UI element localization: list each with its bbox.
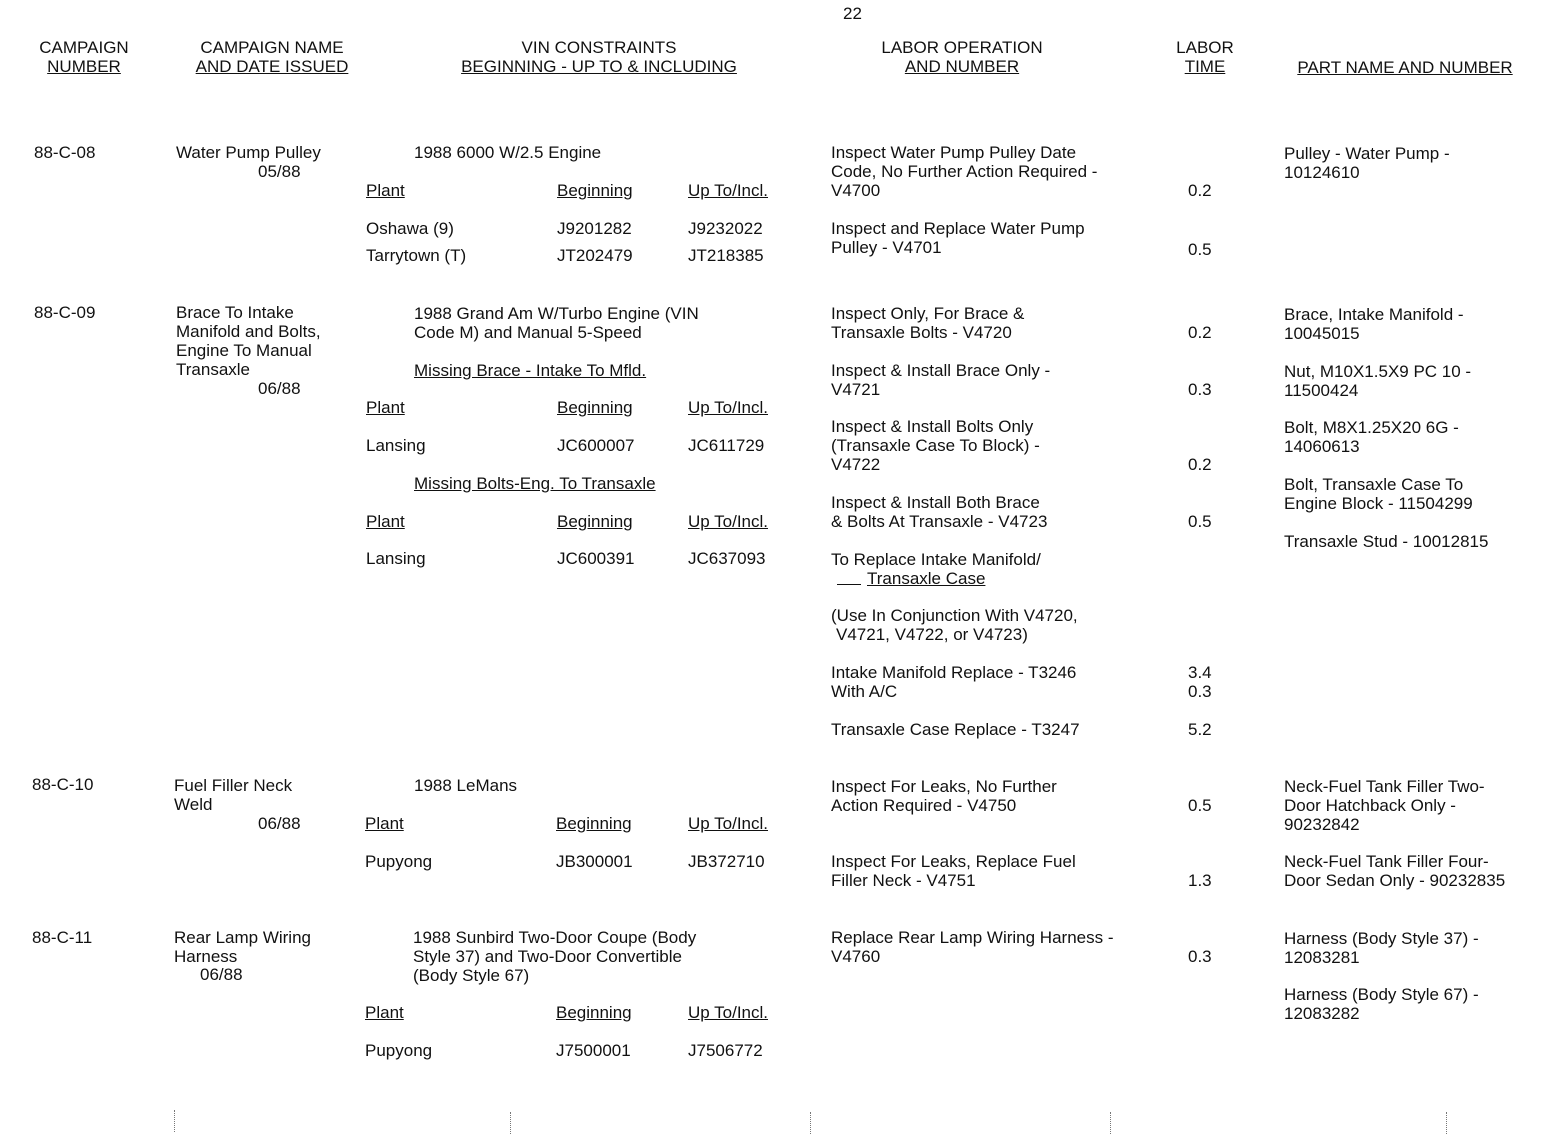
campaign-number: 88-C-11 xyxy=(32,928,93,947)
part-line: Brace, Intake Manifold - xyxy=(1284,305,1464,324)
part-entry xyxy=(1284,475,1473,513)
campaign-name-line: Fuel Filler Neck xyxy=(174,776,293,795)
plant-header: Plant xyxy=(366,512,405,531)
header-labor-operation-line1: LABOR OPERATION xyxy=(881,38,1043,57)
beginning-header: Beginning xyxy=(557,181,633,200)
plant-name: Lansing xyxy=(366,549,426,568)
campaign-date: 06/88 xyxy=(258,814,301,833)
part-entry: Transaxle Stud - 10012815 xyxy=(1284,532,1489,551)
labor-time: 0.3 xyxy=(1188,380,1212,399)
labor-time: 5.2 xyxy=(1188,720,1212,739)
vin-up-to: J7506772 xyxy=(688,1041,763,1060)
header-part-name: PART NAME AND NUMBER xyxy=(1297,58,1513,77)
labor-operation-line: Pulley - V4701 xyxy=(831,238,942,257)
part-line: 10045015 xyxy=(1284,324,1360,343)
vin-up-to: JC637093 xyxy=(688,549,766,568)
labor-operation-line: With A/C xyxy=(831,682,898,701)
beginning-header: Beginning xyxy=(557,512,633,531)
header-campaign-name-line1: CAMPAIGN NAME xyxy=(200,38,344,57)
part-line: Door Sedan Only - 90232835 xyxy=(1284,871,1506,890)
group-title: Missing Brace - Intake To Mfld. xyxy=(414,361,647,380)
vin-beginning: JT202479 xyxy=(557,246,633,265)
labor-operation-line: Inspect Water Pump Pulley Date xyxy=(831,143,1077,162)
labor-time: 0.2 xyxy=(1188,455,1212,474)
part-entry xyxy=(1284,305,1464,343)
labor-time: 0.2 xyxy=(1188,323,1212,342)
part-entry xyxy=(1284,852,1505,890)
labor-operation-line: Inspect & Install Bolts Only xyxy=(831,417,1034,436)
plant-header: Plant xyxy=(365,814,404,833)
scan-mark xyxy=(810,1112,815,1134)
part-entry xyxy=(1284,418,1459,456)
campaign-name-line: Harness xyxy=(174,947,238,966)
scan-mark xyxy=(1446,1112,1451,1134)
header-vin-constraints-line1: VIN CONSTRAINTS xyxy=(521,38,677,57)
labor-time-line: 3.4 xyxy=(1188,663,1212,682)
part-line: Bolt, Transaxle Case To xyxy=(1284,475,1464,494)
header-vin-constraints xyxy=(414,38,784,76)
labor-operation xyxy=(831,852,1076,890)
campaign-name-line: Transaxle xyxy=(176,360,251,379)
labor-operation-line: Action Required - V4750 xyxy=(831,796,1017,815)
vehicle-line: Code M) and Manual 5-Speed xyxy=(414,323,642,342)
up-to-header: Up To/Incl. xyxy=(688,181,769,200)
labor-operation-line: V4722 xyxy=(831,455,881,474)
plant-header: Plant xyxy=(365,1003,404,1022)
labor-operation-line: Inspect Only, For Brace & xyxy=(831,304,1025,323)
labor-operation xyxy=(831,493,1047,531)
scan-mark xyxy=(1110,1112,1115,1134)
labor-operation-line: V4700 xyxy=(831,181,881,200)
labor-time: 0.5 xyxy=(1188,240,1212,259)
header-vin-constraints-line2: BEGINNING - UP TO & INCLUDING xyxy=(461,57,737,76)
header-campaign-name xyxy=(172,38,372,76)
vehicle-line: (Body Style 67) xyxy=(413,966,530,985)
campaign-name-line: Weld xyxy=(174,795,213,814)
plant-name: Tarrytown (T) xyxy=(366,246,467,265)
part-entry xyxy=(1284,985,1479,1023)
beginning-header: Beginning xyxy=(556,814,632,833)
labor-time: 0.2 xyxy=(1188,181,1212,200)
labor-operation-line: Inspect For Leaks, No Further xyxy=(831,777,1057,796)
labor-operation xyxy=(831,550,1041,588)
labor-operation-line: Intake Manifold Replace - T3246 xyxy=(831,663,1077,682)
labor-operation-line: Inspect For Leaks, Replace Fuel xyxy=(831,852,1076,871)
part-line: Pulley - Water Pump - xyxy=(1284,144,1450,163)
labor-operation-line: (Use In Conjunction With V4720, xyxy=(831,606,1078,625)
campaign-name-line: Brace To Intake xyxy=(176,303,294,322)
campaign-name-line: Manifold and Bolts, xyxy=(176,322,321,341)
labor-time xyxy=(1188,663,1212,701)
vin-beginning: JB300001 xyxy=(556,852,633,871)
vin-up-to: JB372710 xyxy=(688,852,765,871)
scan-mark xyxy=(510,1112,515,1134)
labor-time: 1.3 xyxy=(1188,871,1212,890)
header-labor-operation xyxy=(830,38,1094,76)
campaign-name xyxy=(176,303,321,379)
plant-name: Pupyong xyxy=(365,1041,433,1060)
beginning-header: Beginning xyxy=(557,398,633,417)
header-labor-time xyxy=(1172,38,1238,76)
part-line: Bolt, M8X1.25X20 6G - xyxy=(1284,418,1459,437)
part-line: 11500424 xyxy=(1284,381,1359,400)
labor-operation-line: To Replace Intake Manifold/ xyxy=(831,550,1041,569)
labor-operation xyxy=(831,219,1085,257)
up-to-header: Up To/Incl. xyxy=(688,1003,769,1022)
vin-up-to: J9232022 xyxy=(688,219,763,238)
labor-time-line: 0.3 xyxy=(1188,682,1212,701)
plant-name: Oshawa (9) xyxy=(366,219,454,238)
labor-operation xyxy=(831,606,1078,644)
campaign-date: 06/88 xyxy=(200,965,243,984)
campaign-name xyxy=(174,776,292,814)
scan-mark xyxy=(174,1110,179,1132)
vin-up-to: JT218385 xyxy=(688,246,764,265)
up-to-header: Up To/Incl. xyxy=(688,512,769,531)
header-campaign-number-line1: CAMPAIGN xyxy=(39,38,129,57)
vin-up-to: JC611729 xyxy=(688,436,765,455)
header-campaign-number xyxy=(32,38,136,76)
vin-beginning: JC600391 xyxy=(557,549,635,568)
labor-operation xyxy=(831,417,1040,474)
labor-operation xyxy=(831,143,1097,200)
vehicle-description: 1988 LeMans xyxy=(414,776,518,795)
vin-beginning: J9201282 xyxy=(557,219,632,238)
plant-name: Pupyong xyxy=(365,852,433,871)
labor-operation xyxy=(831,304,1024,342)
vehicle-line: 1988 Sunbird Two-Door Coupe (Body xyxy=(413,928,697,947)
plant-name: Lansing xyxy=(366,436,426,455)
labor-operation-line: Inspect & Install Both Brace xyxy=(831,493,1040,512)
campaign-date: 06/88 xyxy=(258,379,301,398)
vehicle-description: 1988 6000 W/2.5 Engine xyxy=(414,143,602,162)
header-labor-time-line1: LABOR xyxy=(1176,38,1234,57)
part-line: Engine Block - 11504299 xyxy=(1284,494,1473,513)
part-line: Neck-Fuel Tank Filler Four- xyxy=(1284,852,1489,871)
campaign-name-line: Rear Lamp Wiring xyxy=(174,928,311,947)
part-line: 12083282 xyxy=(1284,1004,1360,1023)
part-line: 90232842 xyxy=(1284,815,1360,834)
campaign-number: 88-C-08 xyxy=(34,143,96,162)
labor-operation-line: V4721 xyxy=(831,380,881,399)
labor-operation-line: & Bolts At Transaxle - V4723 xyxy=(831,512,1048,531)
labor-operation xyxy=(831,663,1076,701)
part-line: 14060613 xyxy=(1284,437,1360,456)
labor-operation-line: Inspect & Install Brace Only - xyxy=(831,361,1051,380)
labor-operation-line: (Transaxle Case To Block) - xyxy=(831,436,1040,455)
campaign-name-line: Engine To Manual xyxy=(176,341,312,360)
labor-operation-line: V4760 xyxy=(831,947,881,966)
campaign-date: 05/88 xyxy=(258,162,301,181)
part-line: Harness (Body Style 37) - xyxy=(1284,929,1479,948)
part-line: Door Hatchback Only - xyxy=(1284,796,1456,815)
vin-beginning: J7500001 xyxy=(556,1041,631,1060)
labor-operation-line: V4721, V4722, or V4723) xyxy=(836,625,1028,644)
header-campaign-number-line2: NUMBER xyxy=(47,57,121,76)
vehicle-line: Style 37) and Two-Door Convertible xyxy=(413,947,682,966)
group-title: Missing Bolts-Eng. To Transaxle xyxy=(414,474,656,493)
part-line: Neck-Fuel Tank Filler Two- xyxy=(1284,777,1485,796)
labor-operation-line: Filler Neck - V4751 xyxy=(831,871,976,890)
campaign-name xyxy=(174,928,311,966)
labor-time: 0.5 xyxy=(1188,796,1212,815)
labor-operation-line: Replace Rear Lamp Wiring Harness - xyxy=(831,928,1114,947)
part-entry xyxy=(1284,929,1479,967)
labor-operation-line: Inspect and Replace Water Pump xyxy=(831,219,1085,238)
part-entry xyxy=(1284,362,1471,400)
part-line: Nut, M10X1.5X9 PC 10 - xyxy=(1284,362,1472,381)
header-campaign-name-line2: AND DATE ISSUED xyxy=(195,57,349,76)
labor-operation-subheading xyxy=(831,569,1041,588)
vehicle-line: 1988 Grand Am W/Turbo Engine (VIN xyxy=(414,304,699,323)
up-to-header: Up To/Incl. xyxy=(688,814,769,833)
labor-operation-line: Transaxle Bolts - V4720 xyxy=(831,323,1012,342)
vin-beginning: JC600007 xyxy=(557,436,635,455)
plant-header: Plant xyxy=(366,181,405,200)
labor-operation: Transaxle Case Replace - T3247 xyxy=(831,720,1080,739)
up-to-header: Up To/Incl. xyxy=(688,398,769,417)
labor-operation xyxy=(831,777,1057,815)
header-labor-operation-line2: AND NUMBER xyxy=(904,57,1020,76)
labor-operation-line: Code, No Further Action Required - xyxy=(831,162,1098,181)
part-line: 10124610 xyxy=(1284,163,1360,182)
labor-time: 0.3 xyxy=(1188,947,1212,966)
page-number: 22 xyxy=(843,4,862,23)
part-line: 12083281 xyxy=(1284,948,1360,967)
labor-operation xyxy=(831,928,1114,966)
header-labor-time-line2: TIME xyxy=(1184,57,1226,76)
labor-operation xyxy=(831,361,1050,399)
part-entry xyxy=(1284,144,1450,182)
labor-operation-line: Transaxle Case xyxy=(867,569,986,588)
campaign-number: 88-C-09 xyxy=(34,303,96,322)
vehicle-description xyxy=(413,928,696,985)
campaign-name: Water Pump Pulley xyxy=(176,143,321,162)
part-line: Harness (Body Style 67) - xyxy=(1284,985,1479,1004)
campaign-number: 88-C-10 xyxy=(32,775,94,794)
beginning-header: Beginning xyxy=(556,1003,632,1022)
part-entry xyxy=(1284,777,1485,834)
plant-header: Plant xyxy=(366,398,405,417)
vehicle-description xyxy=(414,304,699,342)
labor-time: 0.5 xyxy=(1188,512,1212,531)
